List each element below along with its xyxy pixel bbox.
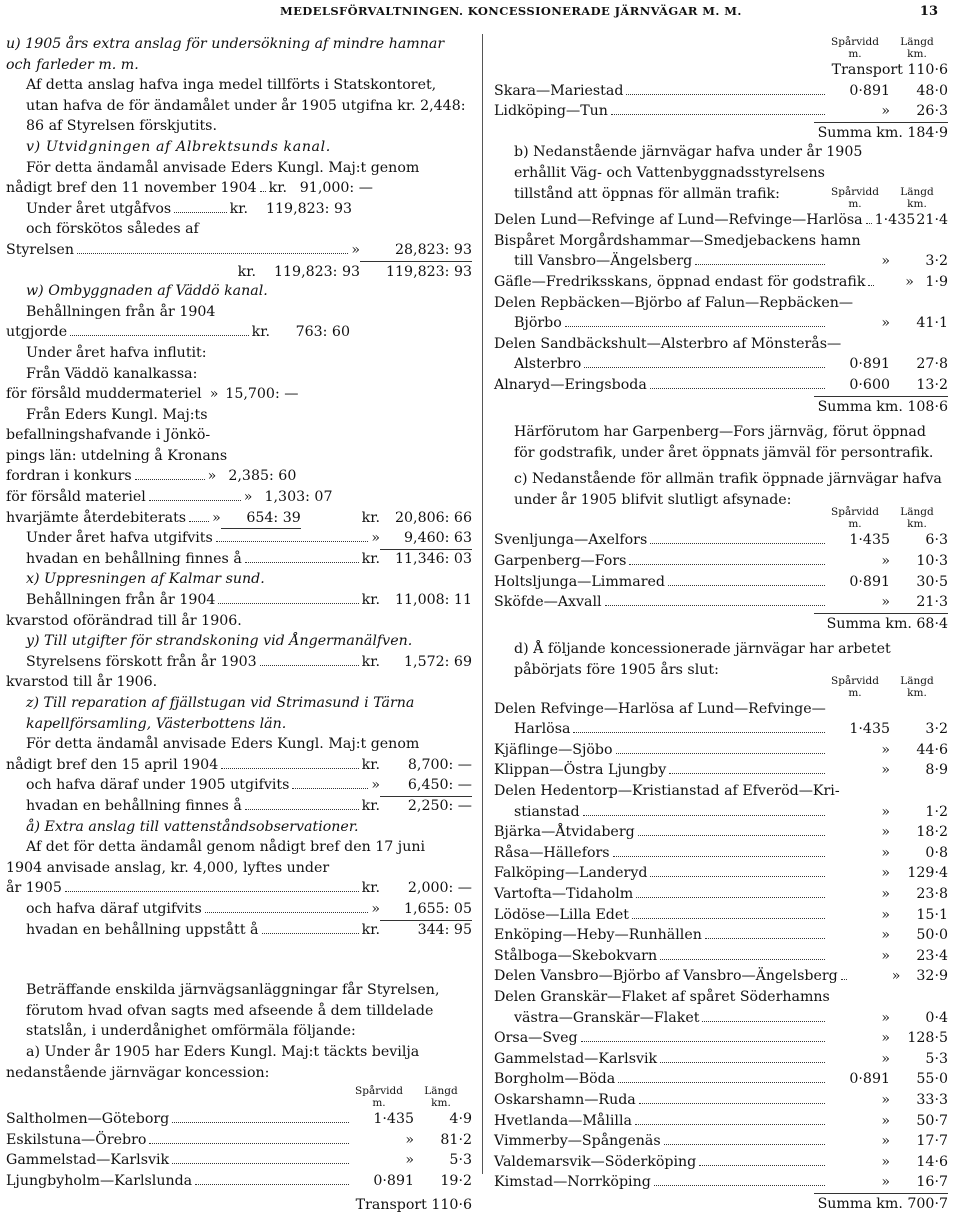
amount-line: fordran i konkurs » 2,385: 60 — [6, 468, 297, 485]
row-length: 41·1 — [916, 315, 948, 332]
table-row — [494, 987, 948, 1008]
row-name: Delen Vansbro—Björbo af Vansbro—Ängelsberg — [494, 968, 838, 985]
text-line: och förskötos således af — [26, 221, 199, 238]
table-row — [494, 802, 948, 823]
row-name: Stålboga—Skebokvarn — [494, 947, 658, 964]
row-name: Björbo — [514, 315, 562, 332]
table-row — [494, 822, 948, 843]
table-row — [494, 210, 948, 231]
table-row — [494, 781, 948, 802]
row-name: Orsa—Sveg — [494, 1030, 578, 1047]
row-gauge: » — [881, 1050, 890, 1067]
row-length: 17·7 — [916, 1133, 948, 1150]
row-length: 48·0 — [916, 82, 948, 99]
amount-line: för försåld materiel » 1,303: 07 — [6, 489, 333, 506]
row-gauge: » — [881, 103, 890, 120]
table-row — [494, 1028, 948, 1049]
row-gauge: » — [881, 1091, 890, 1108]
table-row — [494, 592, 948, 613]
summa-line: Summa km. 184·9 — [814, 122, 948, 143]
table-row — [494, 1090, 948, 1111]
row-name: Ljungbyholm—Karlslunda — [6, 1172, 193, 1189]
row-length: 5·3 — [925, 1050, 948, 1067]
row-length: 5·3 — [449, 1152, 472, 1169]
row-name: Oskarshamn—Ruda — [494, 1091, 636, 1108]
row-length: 6·3 — [925, 532, 948, 549]
table-row — [494, 966, 948, 987]
row-name: Hvetlanda—Målilla — [494, 1112, 632, 1129]
table-row — [6, 1109, 472, 1130]
row-length: 1·9 — [925, 273, 948, 290]
row-length: 14·6 — [916, 1153, 948, 1170]
text-line: kvarstod oförändrad till år 1906. — [6, 612, 242, 629]
page-number: 13 — [919, 4, 938, 19]
row-gauge: 1·435 — [849, 721, 890, 738]
table-row — [6, 1171, 472, 1192]
row-gauge: » — [881, 741, 890, 758]
row-gauge: » — [881, 927, 890, 944]
text-line: Behållningen från år 1904 — [26, 303, 216, 320]
row-name: Delen Repbäcken—Björbo af Falun—Repbäcken— — [494, 294, 854, 311]
section-z-heading: z) Till reparation af fjällstugan vid Strimasund i Tärna kapellförsamling, Västerbottens län. — [26, 695, 415, 732]
transport-line: Transport 110·6 — [831, 62, 948, 78]
row-gauge: 1·435 — [849, 532, 890, 549]
row-gauge: » — [881, 1133, 890, 1150]
table-row — [494, 81, 948, 102]
table-row — [494, 863, 948, 884]
table-row — [494, 1008, 948, 1029]
table-row — [494, 272, 948, 293]
row-length: 19·2 — [440, 1172, 472, 1189]
row-name: Falköping—Landeryd — [494, 865, 648, 882]
row-name: Harlösa — [514, 721, 571, 738]
row-gauge: » — [881, 594, 890, 611]
column-divider — [482, 34, 483, 1174]
amount-line: Under året hafva utgifvits » 9,460: 63 — [6, 528, 472, 549]
amount-line: hvadan en behållning finnes å kr. 2,250: — — [26, 797, 472, 814]
text-line: pings län: utdelning å Kronans — [6, 447, 228, 464]
row-length: 23·8 — [916, 885, 948, 902]
table-row — [494, 572, 948, 593]
table-row — [494, 1131, 948, 1152]
row-length: 18·2 — [916, 824, 948, 841]
row-gauge: » — [405, 1152, 414, 1169]
text-line: kvarstod till år 1906. — [6, 674, 158, 691]
row-gauge: » — [881, 865, 890, 882]
row-gauge: 0·891 — [849, 573, 890, 590]
amount-line: och hafva däraf utgifvits » 1,655: 05 — [6, 899, 472, 920]
text-line: nedanstående järnvägar koncession: — [6, 1064, 270, 1081]
row-length: 21·3 — [916, 594, 948, 611]
row-length: 33·3 — [916, 1091, 948, 1108]
row-name: Holtsljunga—Limmared — [494, 573, 665, 590]
text-line: Från Eders Kungl. Maj:ts — [26, 406, 208, 423]
row-length: 3·2 — [925, 253, 948, 270]
row-gauge: 1·435 — [874, 212, 916, 229]
table-row — [494, 699, 948, 720]
table-row — [494, 530, 948, 551]
table-row — [494, 1152, 948, 1173]
text-line: Från Väddö kanalkassa: — [26, 365, 198, 382]
row-length: 13·2 — [916, 376, 948, 393]
amount-line: för försåld muddermateriel » 15,700: — — [6, 386, 299, 403]
row-length: 128·5 — [907, 1030, 948, 1047]
section-y-heading: y) Till utgifter för strandskoning vid Ångermanälfven. — [26, 633, 413, 650]
summa-line: Summa km. 700·7 — [814, 1193, 948, 1214]
row-length: 44·6 — [916, 741, 948, 758]
row-length: 3·2 — [925, 721, 948, 738]
table-row — [6, 1150, 472, 1171]
amount-line: Behållningen från år 1904 kr. 11,008: 11 — [26, 592, 472, 609]
table-row — [494, 251, 948, 272]
amount-line: år 1905 kr. 2,000: — — [6, 880, 472, 897]
row-gauge: » — [881, 906, 890, 923]
row-name: Kimstad—Norrköping — [494, 1174, 651, 1191]
row-length: 23·4 — [916, 947, 948, 964]
row-length: 21·4 — [916, 212, 948, 229]
row-name: Kjäflinge—Sjöbo — [494, 741, 613, 758]
row-name: Alnaryd—Eringsboda — [494, 376, 647, 393]
table-row — [494, 740, 948, 761]
row-length: 129·4 — [907, 865, 948, 882]
row-gauge: » — [881, 1030, 890, 1047]
row-gauge: » — [881, 947, 890, 964]
row-name: Sköfde—Axvall — [494, 594, 602, 611]
table-row — [494, 293, 948, 314]
amount-line: hvadan en behållning uppstått å kr. 344: 95 — [26, 921, 472, 938]
row-name: till Vansbro—Ängelsberg — [514, 253, 693, 270]
row-name: Lidköping—Tun — [494, 103, 608, 120]
text-line: 1904 anvisade anslag, kr. 4,000, lyftes under — [6, 859, 330, 876]
text-line: befallningshafvande i Jönkö- — [6, 427, 211, 444]
row-name: Bispåret Morgårdshammar—Smedjebackens hamn — [494, 232, 861, 249]
text-line: För detta ändamål anvisade Eders Kungl. Maj:t genom — [26, 736, 420, 753]
row-gauge: » — [881, 1153, 890, 1170]
row-name: Garpenberg—Fors — [494, 553, 627, 570]
table-row — [494, 354, 948, 375]
table-row — [494, 925, 948, 946]
row-gauge: » — [905, 273, 914, 290]
row-length: 4·9 — [449, 1111, 472, 1128]
row-length: 50·7 — [916, 1112, 948, 1129]
amount-line: hvadan en behållning finnes å kr. 11,346: 03 — [26, 550, 472, 567]
row-gauge: » — [881, 315, 890, 332]
row-name: Delen Lund—Refvinge af Lund—Refvinge—Harlösa — [494, 212, 863, 229]
row-name: Vartofta—Tidaholm — [494, 885, 634, 902]
summa-line: Summa km. 68·4 — [814, 613, 948, 634]
table-row — [494, 1172, 948, 1193]
row-gauge: » — [881, 1009, 890, 1026]
summa-line: Summa km. 108·6 — [814, 396, 948, 417]
row-gauge: » — [881, 1112, 890, 1129]
table-row — [494, 843, 948, 864]
row-gauge: 0·600 — [849, 376, 890, 393]
right-column — [494, 34, 948, 1213]
row-gauge: 0·891 — [849, 1071, 890, 1088]
column-headers: Spårvidd m. Längd km. — [831, 506, 934, 531]
row-name: Enköping—Heby—Runhällen — [494, 927, 702, 944]
section-v-heading: v) Utvidgningen af Albrektsunds kanal. — [26, 138, 331, 155]
row-gauge: 0·891 — [373, 1172, 414, 1189]
row-gauge: » — [881, 253, 890, 270]
row-gauge: » — [881, 762, 890, 779]
row-length: 16·7 — [916, 1174, 948, 1191]
page-header — [0, 4, 960, 24]
section-aa-heading: å) Extra anslag till vattenståndsobservationer. — [26, 818, 359, 835]
table-row — [494, 334, 948, 355]
amount-line: nådigt bref den 15 april 1904 kr. 8,700: — — [6, 756, 472, 773]
row-length: 30·5 — [916, 573, 948, 590]
amount-line: utgjorde kr. 763: 60 — [6, 324, 350, 341]
paragraph-note: Härförutom har Garpenberg—Fors järnväg, förut öppnad för godstrafik, under året öppnats jämväl för persontrafik. — [514, 424, 934, 461]
section-w-heading: w) Ombyggnaden af Väddö kanal. — [26, 283, 268, 300]
row-gauge: » — [881, 824, 890, 841]
table-row — [6, 1130, 472, 1151]
table-row — [494, 1049, 948, 1070]
row-gauge: 1·435 — [373, 1111, 414, 1128]
row-name: Gammelstad—Karlsvik — [6, 1152, 170, 1169]
row-name: Vimmerby—Spångenäs — [494, 1133, 661, 1150]
row-length: 27·8 — [916, 356, 948, 373]
text-line: a) Under år 1905 har Eders Kungl. Maj:t täckts bevilja — [26, 1043, 420, 1060]
row-name: Klippan—Östra Ljungby — [494, 762, 667, 779]
row-name: Gammelstad—Karlsvik — [494, 1050, 658, 1067]
table-row — [494, 760, 948, 781]
amount-line: Styrelsens förskott från år 1903 kr. 1,572: 69 — [26, 653, 472, 670]
row-gauge: » — [881, 885, 890, 902]
row-name: Delen Hedentorp—Kristianstad af Efveröd—Kri- — [494, 783, 840, 799]
row-name: stianstad — [514, 803, 580, 820]
amount-line: hvarjämte återdebiterats » 654: 39 kr. 20,806: 66 — [6, 508, 472, 529]
row-name: Borgholm—Böda — [494, 1071, 616, 1088]
table-row — [494, 905, 948, 926]
row-name: Delen Refvinge—Harlösa af Lund—Refvinge— — [494, 700, 826, 717]
paragraph: Beträffande enskilda järnvägsanläggningar får Styrelsen, förutom hvad ofvan sagts med afseende å dem tilldelade statslån, i underdånighet omförmäla följande: — [26, 982, 440, 1040]
text-line: Under året hafva influtit: — [26, 344, 207, 361]
table-row — [494, 884, 948, 905]
amount-line: och hafva däraf under 1905 utgifvits » 6,450: — — [6, 775, 472, 796]
table-row — [494, 551, 948, 572]
row-length: 10·3 — [916, 553, 948, 570]
row-length: 32·9 — [916, 968, 948, 985]
row-gauge: » — [881, 803, 890, 820]
paragraph-b: b) Nedanstående järnvägar hafva under år 1905 erhållit Väg- och Vattenbyggnadsstyrelsens tillstånd att öppnas för allmän trafik: — [514, 144, 863, 202]
row-name: Lödöse—Lilla Edet — [494, 906, 629, 923]
column-headers: Spårvidd m. Längd km. — [355, 1085, 458, 1110]
amount-line: Styrelsen » 28,823: 93 — [6, 241, 472, 258]
row-length: 1·2 — [925, 803, 948, 820]
row-length: 26·3 — [916, 103, 948, 120]
text-line: Af det för detta ändamål genom nådigt bref den 17 juni — [26, 839, 426, 856]
table-row — [494, 719, 948, 740]
paragraph-d: d) Å följande koncessionerade järnvägar har arbetet påbörjats före 1905 års slut: — [514, 641, 891, 679]
row-length: 8·9 — [925, 762, 948, 779]
running-title: MEDELSFÖRVALTNINGEN. KONCESSIONERADE JÄRNVÄGAR M. M. — [280, 4, 742, 18]
row-name: Råsa—Hällefors — [494, 844, 610, 861]
row-name: Delen Granskär—Flaket af spåret Söderhamns — [494, 988, 830, 1005]
row-length: 55·0 — [916, 1071, 948, 1088]
row-name: Bjärka—Åtvidaberg — [494, 824, 635, 841]
table-row — [494, 375, 948, 396]
column-headers: Spårvidd m. Längd km. — [831, 36, 934, 60]
table-row — [494, 1069, 948, 1090]
amount-line: nådigt bref den 11 november 1904 kr. 91,000: — — [6, 180, 373, 197]
row-name: Skara—Mariestad — [494, 82, 624, 99]
column-headers: Spårvidd m. Längd km. — [831, 674, 934, 699]
transport-line: Transport 110·6 — [355, 1197, 472, 1214]
row-gauge: » — [881, 1174, 890, 1191]
row-length: 81·2 — [440, 1131, 472, 1148]
row-gauge: 0·891 — [849, 82, 890, 99]
table-row — [494, 101, 948, 122]
row-length: 15·1 — [916, 906, 948, 923]
row-name: Eskilstuna—Örebro — [6, 1131, 147, 1148]
row-length: 0·8 — [925, 844, 948, 861]
table-row — [494, 313, 948, 334]
row-gauge: » — [405, 1131, 414, 1148]
text-line: För detta ändamål anvisade Eders Kungl. Maj:t genom — [26, 159, 420, 176]
table-row — [494, 1111, 948, 1132]
column-headers: Spårvidd m. Längd km. — [831, 186, 934, 211]
amount-line: Under året utgåfvos kr. 119,823: 93 — [26, 200, 352, 217]
row-gauge: » — [881, 553, 890, 570]
row-length: 50·0 — [916, 927, 948, 944]
total-line: kr. 119,823: 93 119,823: 93 — [6, 261, 472, 282]
row-gauge: 0·891 — [849, 356, 890, 373]
section-u-text: Af detta anslag hafva inga medel tillförts i Statskontoret, utan hafva de för ändamålet under år 1905 utgifna kr. 2,448: 86 af Styrelsen förskjutits. — [26, 77, 466, 135]
section-u-heading: u) 1905 års extra anslag för undersökning af mindre hamnar och farleder m. m. — [6, 36, 445, 73]
row-name: Valdemarsvik—Söderköping — [494, 1153, 697, 1170]
row-name: Gäfle—Fredriksskans, öppnad endast för godstrafik — [494, 273, 866, 290]
table-row — [494, 231, 948, 252]
table-row — [494, 946, 948, 967]
paragraph-c: c) Nedanstående för allmän trafik öppnade järnvägar hafva under år 1905 blifvit slutligt afsynade: — [514, 471, 942, 508]
row-name: Saltholmen—Göteborg — [6, 1111, 170, 1128]
row-gauge: » — [891, 968, 901, 985]
row-gauge: » — [881, 844, 890, 861]
row-name: Alsterbro — [514, 356, 582, 373]
row-name: västra—Granskär—Flaket — [514, 1009, 700, 1026]
row-name: Delen Sandbäckshult—Alsterbro af Mönsterås— — [494, 335, 842, 352]
section-x-heading: x) Uppresningen af Kalmar sund. — [26, 571, 265, 588]
row-name: Svenljunga—Axelfors — [494, 532, 648, 549]
row-length: 0·4 — [925, 1009, 948, 1026]
left-column — [6, 34, 472, 1216]
